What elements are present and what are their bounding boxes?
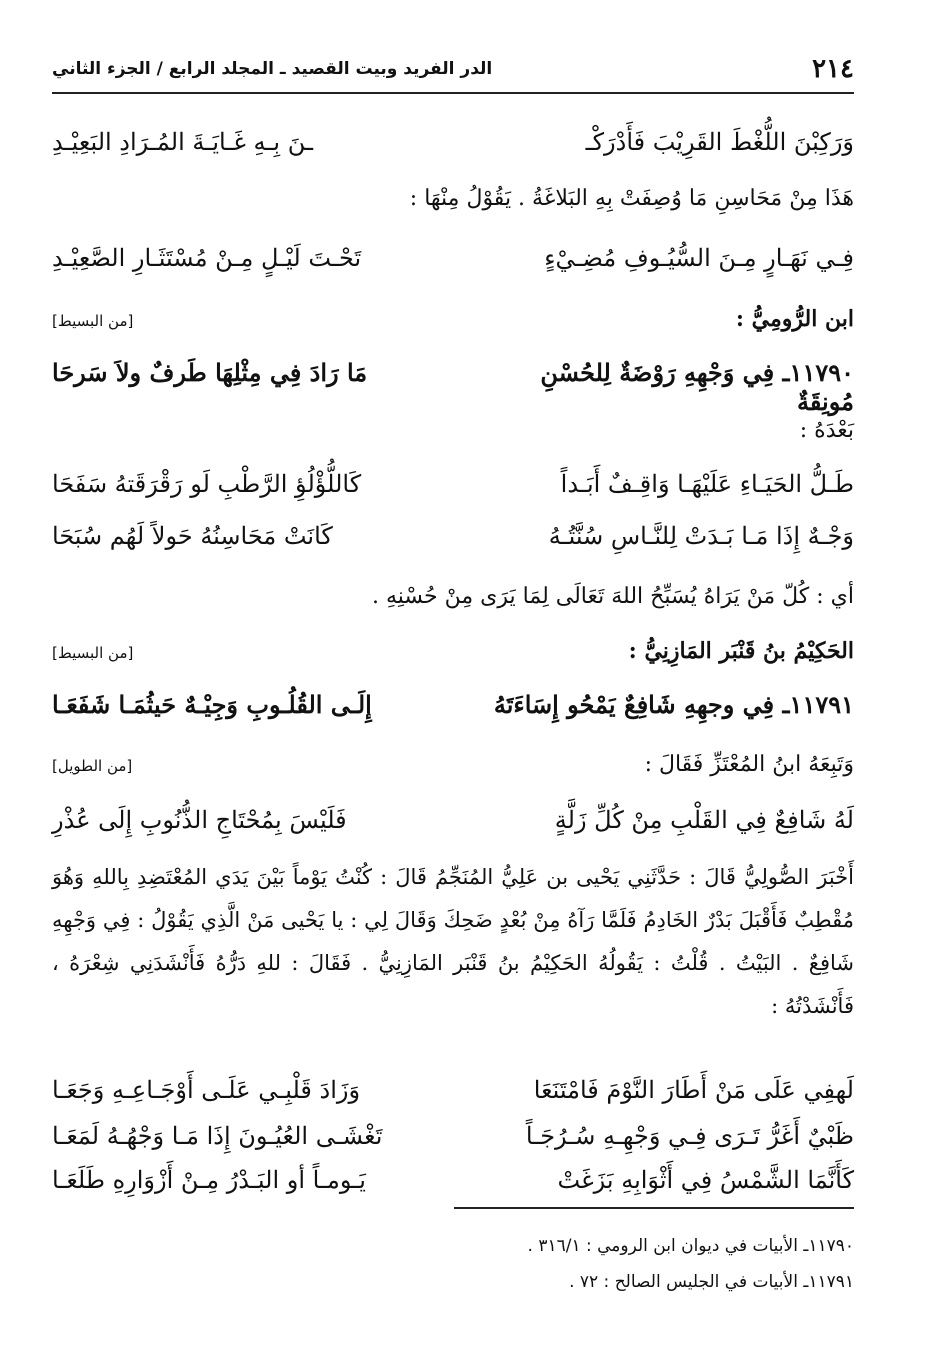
verse-first-hemistich: وَجْـهٌ إِذَا مَـا بَـدَتْ لِلنَّـاسِ سُنَّتُـهُ bbox=[548, 522, 854, 550]
verse-first-hemistich: طَـلُّ الحَيَـاءِ عَلَيْهَـا وَاقِـفٌ أَبَـداً bbox=[560, 470, 854, 498]
verse-first-hemistich: فِـي نَهَـارٍ مِـنَ السُّيُـوفِ مُضِـيْءٍ bbox=[544, 244, 854, 272]
verse-first-hemistich: وَرَكِبْنَ اللُّغْطَ القَرِيْبَ فَأَدْرَكْـ bbox=[585, 128, 854, 156]
page-number: ٢١٤ bbox=[812, 54, 854, 84]
footnote: ١١٧٩٠ـ الأبيات في ديوان ابن الرومي : ٣١٦/١ . bbox=[527, 1236, 854, 1256]
verse-second-hemistich: تَحْـتَ لَيْـلٍ مِـنْ مُسْتَثَـارِ الصَّعِيْـدِ bbox=[52, 244, 362, 272]
verse-line bbox=[52, 244, 854, 272]
verse-second-hemistich: مَا رَادَ فِي مِثْلِهَا طَرفٌ ولاَ سَرحَا bbox=[52, 358, 368, 387]
attribution-line bbox=[52, 752, 854, 777]
prose-line: بَعْدَهُ : bbox=[799, 418, 854, 443]
verse-second-hemistich: يَـومـاً أو البَـدْرُ مِـنْ أَزْوَارِهِ طَلَعَـا bbox=[52, 1166, 366, 1194]
poet-heading bbox=[52, 638, 854, 664]
prose-paragraph: أَخْبَرَ الصُّولِيُّ قَالَ : حَدَّثَنِي يَحْيى بن عَلِيُّ المُنَجِّمُ قَالَ : كُنْتُ يَوْماً بَيْنَ يَدَي المُعْتَضِدِ بِاللهِ وَهُوَ مُقْطِبٌ فَأَقْبَلَ بَدْرٌ الخَادِمُ فَلَمَّا رَآهُ مِنْ بُعْدٍ ضَحِكَ وَقَالَ لِي : يا يَحْيى مَنْ الَّذِي يَقُوْلُ : فِي وَجْهِهِ شَافِعٌ . البَيْتُ . قُلْتُ : يَقُولُهُ الحَكِيْمُ بنُ قَنْبَر المَازِنِيُّ . فَقَالَ : للهِ دَرُّهُ فَأَنْشَدَنِي شِعْرَهُ ، فَأَنْشَدْتُهُ : bbox=[52, 865, 854, 1018]
verse-first-hemistich: ١١٧٩٠ـ فِي وَجْهِهِ رَوْضَةٌ لِلحُسْنِ مُونِقَةٌ bbox=[540, 358, 854, 416]
verse-line bbox=[52, 1076, 854, 1104]
verse-first-hemistich: لَهُ شَافِعٌ فِي القَلْبِ مِنْ كُلِّ زَلَّةٍ bbox=[554, 806, 854, 834]
numbered-verse bbox=[52, 358, 854, 416]
verse-line bbox=[52, 470, 854, 498]
running-title: الدر الفريد وبيت القصيد ـ المجلد الرابع / الجزء الثاني bbox=[52, 59, 493, 79]
poet-name: الحَكِيْمُ بنُ قَنْبَر المَازِنِيُّ : bbox=[628, 638, 854, 664]
verse-line bbox=[52, 128, 854, 156]
verse-line bbox=[52, 522, 854, 550]
poet-heading bbox=[52, 306, 854, 332]
meter-label: [من الطويل] bbox=[52, 757, 133, 775]
verse-line bbox=[52, 1166, 854, 1194]
numbered-verse bbox=[52, 690, 854, 719]
verse-second-hemistich: تَغْشَـى العُيُـونَ إِذَا مَـا وَجْهُـهُ لَمَعَـا bbox=[52, 1122, 383, 1150]
verse-first-hemistich: ١١٧٩١ـ فِي وجهِهِ شَافِعٌ يَمْحُو إِسَاءَتَهُ bbox=[493, 690, 854, 719]
meter-label: [من البسيط] bbox=[52, 644, 134, 662]
verse-first-hemistich: ظَبْيٌ أَغَرُّ تَـرَى فِـي وَجْهِـهِ سُـرُجَـاً bbox=[525, 1122, 854, 1150]
verse-second-hemistich: كَاللُّؤْلُؤِ الرَّطْبِ لَو رَقْرَقَتهُ سَفَحَا bbox=[52, 470, 362, 498]
verse-second-hemistich: إِلَـى القُلُـوبِ وَجِيْـهٌ حَيثُمَـا شَفَعَـا bbox=[52, 690, 372, 719]
prose-line: هَذَا مِنْ مَحَاسِنِ مَا وُصِفَتْ بِهِ البَلاغَةُ . يَقُوْلُ مِنْهَا : bbox=[409, 186, 854, 211]
verse-second-hemistich: فَلَيْسَ بِمُحْتَاجِ الذُّنُوبِ إِلَى عُذْرِ bbox=[52, 806, 347, 834]
meter-label: [من البسيط] bbox=[52, 312, 134, 330]
page-header bbox=[52, 46, 854, 94]
footnote-divider bbox=[454, 1207, 854, 1209]
verse-second-hemistich: ـنَ بِـهِ غَـايَـةَ المُـرَادِ البَعِيْـدِ bbox=[52, 128, 314, 156]
footnote: ١١٧٩١ـ الأبيات في الجليس الصالح : ٧٢ . bbox=[569, 1272, 854, 1292]
verse-first-hemistich: لَهفِي عَلَى مَنْ أَطَارَ النَّوْمَ فَامْتَنَعَا bbox=[533, 1076, 854, 1104]
verse-line bbox=[52, 1122, 854, 1150]
verse-second-hemistich: كَانَتْ مَحَاسِنُهُ حَولاً لَهُم سُبَحَا bbox=[52, 522, 333, 550]
attribution-text: وَتَبِعَهُ ابنُ المُعْتَزِّ فَقَالَ : bbox=[644, 752, 854, 777]
verse-second-hemistich: وَزَادَ قَلْبِـي عَلَـى أَوْجَـاعِـهِ وَجَعَـا bbox=[52, 1076, 361, 1104]
verse-line bbox=[52, 806, 854, 834]
verse-first-hemistich: كَأَنَّمَا الشَّمْسُ فِي أَثْوَابِهِ بَزَغَتْ bbox=[557, 1166, 854, 1194]
prose-line: أي : كُلّ مَنْ يَرَاهُ يُسَبِّحُ اللهَ تَعَالَى لِمَا يَرَى مِنْ حُسْنِهِ . bbox=[372, 584, 854, 609]
poet-name: ابن الرُّومِيُّ : bbox=[735, 306, 854, 332]
